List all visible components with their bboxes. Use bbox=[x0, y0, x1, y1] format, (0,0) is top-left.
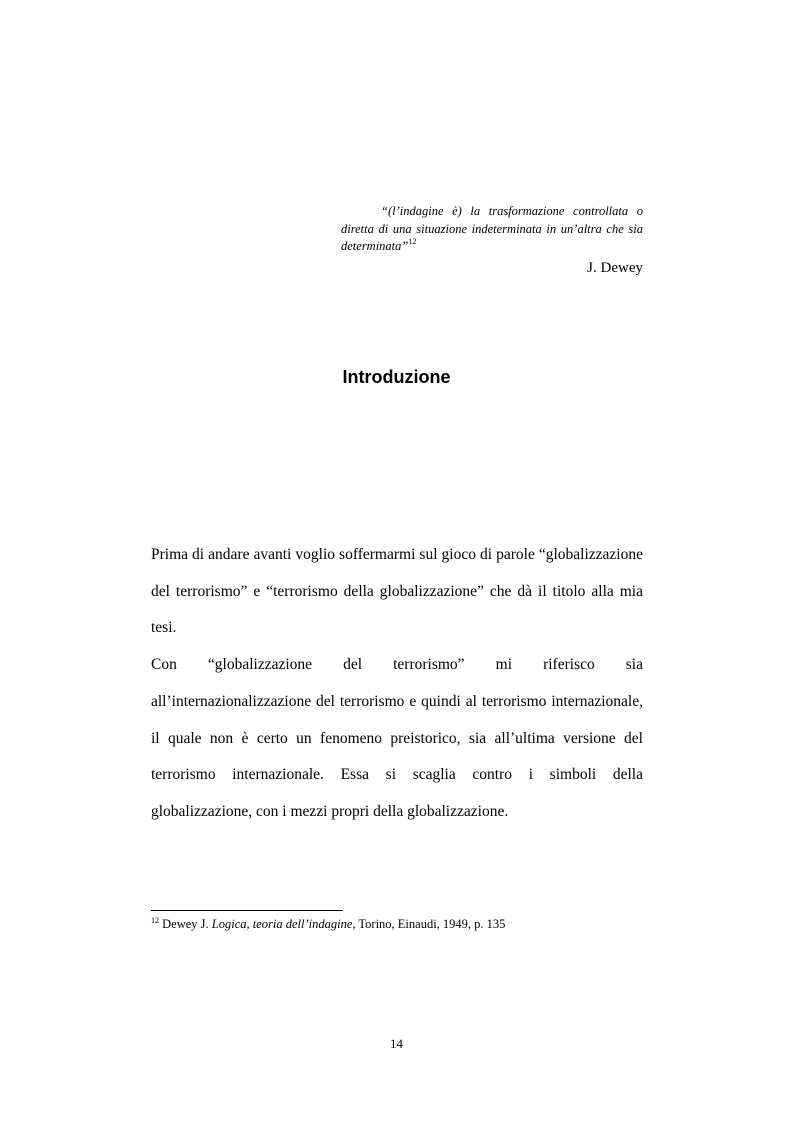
body-text bbox=[151, 537, 643, 831]
footnote-work: Logica, teoria dell’indagine bbox=[211, 917, 353, 931]
epigraph-text: “(l’indagine è) la trasformazione controllata o diretta di una situazione indeterminata in un’altra che sia determinata” bbox=[341, 204, 643, 253]
footnote-divider bbox=[151, 910, 343, 911]
epigraph-note-ref[interactable]: 12 bbox=[408, 237, 417, 246]
page-number: 14 bbox=[390, 1036, 403, 1051]
section-title: Introduzione bbox=[342, 367, 451, 387]
epigraph-author: J. Dewey bbox=[587, 260, 643, 276]
footnote bbox=[151, 917, 505, 932]
epigraph bbox=[341, 203, 643, 256]
footnote-number: 12 bbox=[151, 916, 159, 925]
paragraph-1: Prima di andare avanti voglio soffermarmi sul gioco di parole “globalizzazione del terrorismo” e “terrorismo della globalizzazione” che dà il titolo alla mia tesi. bbox=[151, 546, 643, 637]
footnote-author: Dewey J. bbox=[162, 917, 209, 931]
paragraph-2: Con “globalizzazione del terrorismo” mi riferisco sia all’internazionalizzazione del terrorismo e quindi al terrorismo internazionale, il quale non è certo un fenomeno preistorico, sia all’ultima versione del terrorismo internazionale. Essa si scaglia contro i simboli della globalizzazione, con i mezzi propri della globalizzazione. bbox=[151, 656, 643, 820]
footnote-details: , Torino, Einaudi, 1949, p. 135 bbox=[352, 917, 506, 931]
